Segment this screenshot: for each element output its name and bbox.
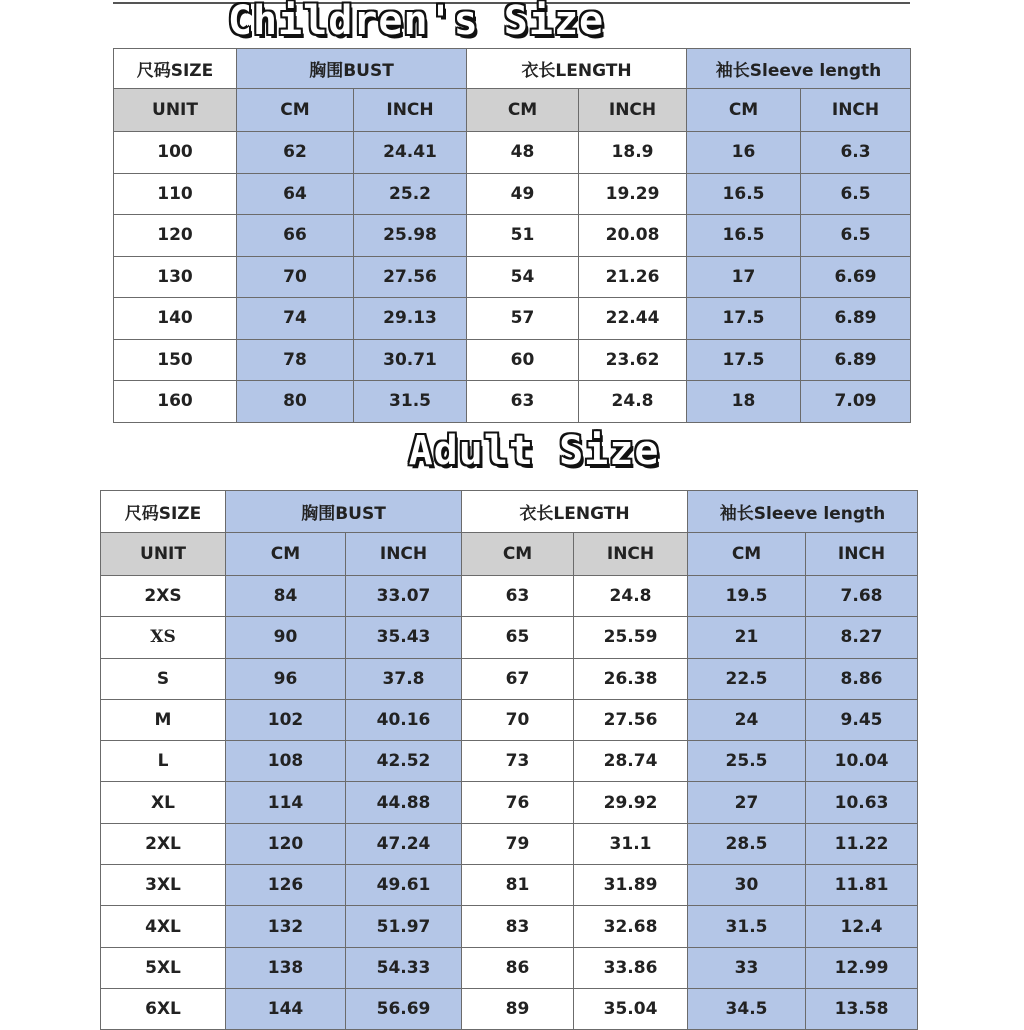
cell-sleeve-cm: 21 — [688, 617, 806, 658]
cell-length-cm: 49 — [467, 173, 579, 215]
cell-sleeve-inch: 6.69 — [801, 256, 911, 298]
cell-bust-inch: 51.97 — [346, 906, 462, 947]
cell-length-cm: 83 — [462, 906, 574, 947]
cell-length-cm: 65 — [462, 617, 574, 658]
table-row — [114, 339, 911, 381]
cell-length-cm: 51 — [467, 215, 579, 257]
cell-bust-inch: 49.61 — [346, 865, 462, 906]
cell-size: 2XL — [101, 823, 226, 864]
cell-bust-cm: 114 — [226, 782, 346, 823]
cell-length-cm: 67 — [462, 658, 574, 699]
cell-length-cm: 73 — [462, 741, 574, 782]
cell-sleeve-inch: 12.99 — [806, 947, 918, 988]
cell-bust-inch: 25.98 — [354, 215, 467, 257]
table-row — [114, 173, 911, 215]
cell-sleeve-inch: 6.89 — [801, 339, 911, 381]
table-row — [101, 699, 918, 740]
cell-length-inch: 29.92 — [574, 782, 688, 823]
cell-bust-cm: 138 — [226, 947, 346, 988]
cell-bust-inch: 44.88 — [346, 782, 462, 823]
cell-bust-cm: 74 — [237, 298, 354, 340]
unit-length-inch: INCH — [574, 533, 688, 576]
cell-size: 4XL — [101, 906, 226, 947]
cell-sleeve-cm: 18 — [687, 381, 801, 423]
cell-sleeve-cm: 17.5 — [687, 339, 801, 381]
cell-size: 5XL — [101, 947, 226, 988]
unit-sleeve-cm: CM — [687, 89, 801, 132]
cell-bust-cm: 78 — [237, 339, 354, 381]
table-row — [101, 906, 918, 947]
cell-sleeve-inch: 6.89 — [801, 298, 911, 340]
cell-size: S — [101, 658, 226, 699]
cell-sleeve-inch: 8.27 — [806, 617, 918, 658]
cell-sleeve-inch: 7.68 — [806, 576, 918, 617]
table-row — [114, 132, 911, 174]
adult-size-table — [100, 490, 918, 1030]
cell-sleeve-inch: 9.45 — [806, 699, 918, 740]
cell-size: 6XL — [101, 988, 226, 1029]
cell-length-inch: 23.62 — [579, 339, 687, 381]
cell-bust-inch: 56.69 — [346, 988, 462, 1029]
unit-size: UNIT — [114, 89, 237, 132]
cell-bust-inch: 30.71 — [354, 339, 467, 381]
cell-bust-inch: 40.16 — [346, 699, 462, 740]
cell-length-cm: 79 — [462, 823, 574, 864]
cell-length-inch: 22.44 — [579, 298, 687, 340]
cell-length-cm: 54 — [467, 256, 579, 298]
cell-size: M — [101, 699, 226, 740]
cell-sleeve-cm: 17.5 — [687, 298, 801, 340]
cell-length-inch: 24.8 — [579, 381, 687, 423]
cell-sleeve-inch: 8.86 — [806, 658, 918, 699]
table-row — [114, 256, 911, 298]
cell-sleeve-cm: 28.5 — [688, 823, 806, 864]
cell-sleeve-inch: 11.81 — [806, 865, 918, 906]
cell-size: 140 — [114, 298, 237, 340]
cell-size: 3XL — [101, 865, 226, 906]
cell-bust-inch: 33.07 — [346, 576, 462, 617]
header-sleeve: 袖长Sleeve length — [687, 49, 911, 89]
cell-size: 120 — [114, 215, 237, 257]
cell-length-cm: 89 — [462, 988, 574, 1029]
children-size-title: Children's Size — [227, 0, 605, 44]
table-row — [114, 215, 911, 257]
cell-sleeve-cm: 25.5 — [688, 741, 806, 782]
cell-sleeve-inch: 7.09 — [801, 381, 911, 423]
cell-length-inch: 26.38 — [574, 658, 688, 699]
cell-bust-cm: 96 — [226, 658, 346, 699]
unit-row — [101, 533, 918, 576]
cell-bust-inch: 25.2 — [354, 173, 467, 215]
cell-length-inch: 21.26 — [579, 256, 687, 298]
unit-sleeve-inch: INCH — [806, 533, 918, 576]
table-row — [101, 617, 918, 658]
cell-sleeve-cm: 24 — [688, 699, 806, 740]
table-row — [101, 865, 918, 906]
cell-sleeve-cm: 16.5 — [687, 173, 801, 215]
cell-sleeve-cm: 30 — [688, 865, 806, 906]
cell-length-cm: 86 — [462, 947, 574, 988]
unit-sleeve-cm: CM — [688, 533, 806, 576]
cell-sleeve-cm: 33 — [688, 947, 806, 988]
table-row — [101, 658, 918, 699]
cell-length-cm: 63 — [467, 381, 579, 423]
table-row — [114, 298, 911, 340]
unit-length-cm: CM — [462, 533, 574, 576]
cell-bust-cm: 66 — [237, 215, 354, 257]
unit-row — [114, 89, 911, 132]
cell-length-cm: 76 — [462, 782, 574, 823]
table-row — [101, 782, 918, 823]
header-bust: 胸围BUST — [226, 491, 462, 533]
cell-bust-inch: 54.33 — [346, 947, 462, 988]
adult-size-title: Adult Size — [408, 428, 660, 474]
cell-length-cm: 81 — [462, 865, 574, 906]
unit-length-inch: INCH — [579, 89, 687, 132]
table-row — [114, 381, 911, 423]
cell-length-inch: 20.08 — [579, 215, 687, 257]
cell-length-inch: 18.9 — [579, 132, 687, 174]
cell-sleeve-inch: 12.4 — [806, 906, 918, 947]
cell-sleeve-cm: 34.5 — [688, 988, 806, 1029]
cell-size: 160 — [114, 381, 237, 423]
cell-length-inch: 24.8 — [574, 576, 688, 617]
cell-bust-cm: 84 — [226, 576, 346, 617]
cell-sleeve-cm: 31.5 — [688, 906, 806, 947]
cell-size: L — [101, 741, 226, 782]
unit-bust-inch: INCH — [346, 533, 462, 576]
cell-sleeve-inch: 6.5 — [801, 173, 911, 215]
unit-bust-cm: CM — [237, 89, 354, 132]
cell-bust-cm: 132 — [226, 906, 346, 947]
header-sleeve: 袖长Sleeve length — [688, 491, 918, 533]
table-row — [101, 741, 918, 782]
cell-sleeve-inch: 6.3 — [801, 132, 911, 174]
unit-length-cm: CM — [467, 89, 579, 132]
cell-size: 2XS — [101, 576, 226, 617]
cell-length-cm: 60 — [467, 339, 579, 381]
cell-sleeve-inch: 10.63 — [806, 782, 918, 823]
header-length: 衣长LENGTH — [462, 491, 688, 533]
cell-sleeve-cm: 16.5 — [687, 215, 801, 257]
cell-length-inch: 19.29 — [579, 173, 687, 215]
cell-length-cm: 63 — [462, 576, 574, 617]
cell-bust-inch: 42.52 — [346, 741, 462, 782]
cell-sleeve-cm: 22.5 — [688, 658, 806, 699]
children-size-table — [113, 48, 911, 423]
unit-sleeve-inch: INCH — [801, 89, 911, 132]
cell-length-inch: 32.68 — [574, 906, 688, 947]
cell-bust-cm: 64 — [237, 173, 354, 215]
cell-size: 150 — [114, 339, 237, 381]
cell-length-inch: 27.56 — [574, 699, 688, 740]
table-row — [101, 823, 918, 864]
cell-sleeve-inch: 11.22 — [806, 823, 918, 864]
cell-length-inch: 31.1 — [574, 823, 688, 864]
header-bust: 胸围BUST — [237, 49, 467, 89]
unit-bust-cm: CM — [226, 533, 346, 576]
cell-bust-cm: 102 — [226, 699, 346, 740]
cell-bust-cm: 80 — [237, 381, 354, 423]
cell-size: 110 — [114, 173, 237, 215]
cell-sleeve-cm: 17 — [687, 256, 801, 298]
cell-bust-cm: 70 — [237, 256, 354, 298]
cell-size: 100 — [114, 132, 237, 174]
cell-bust-inch: 37.8 — [346, 658, 462, 699]
cell-size: XL — [101, 782, 226, 823]
cell-length-cm: 57 — [467, 298, 579, 340]
cell-bust-cm: 126 — [226, 865, 346, 906]
cell-size: 130 — [114, 256, 237, 298]
unit-bust-inch: INCH — [354, 89, 467, 132]
unit-size: UNIT — [101, 533, 226, 576]
cell-bust-inch: 29.13 — [354, 298, 467, 340]
cell-sleeve-inch: 10.04 — [806, 741, 918, 782]
cell-bust-cm: 108 — [226, 741, 346, 782]
cell-length-inch: 25.59 — [574, 617, 688, 658]
cell-sleeve-cm: 19.5 — [688, 576, 806, 617]
cell-length-inch: 33.86 — [574, 947, 688, 988]
cell-length-inch: 35.04 — [574, 988, 688, 1029]
header-length: 衣长LENGTH — [467, 49, 687, 89]
cell-bust-inch: 27.56 — [354, 256, 467, 298]
header-row — [114, 49, 911, 89]
cell-length-inch: 28.74 — [574, 741, 688, 782]
cell-bust-inch: 31.5 — [354, 381, 467, 423]
cell-sleeve-inch: 6.5 — [801, 215, 911, 257]
table-row — [101, 576, 918, 617]
cell-bust-cm: 62 — [237, 132, 354, 174]
cell-bust-cm: 90 — [226, 617, 346, 658]
header-row — [101, 491, 918, 533]
cell-sleeve-cm: 27 — [688, 782, 806, 823]
cell-bust-cm: 144 — [226, 988, 346, 1029]
cell-bust-inch: 35.43 — [346, 617, 462, 658]
cell-bust-inch: 47.24 — [346, 823, 462, 864]
cell-length-cm: 48 — [467, 132, 579, 174]
header-size: 尺码SIZE — [101, 491, 226, 533]
cell-sleeve-inch: 13.58 — [806, 988, 918, 1029]
cell-size: XS — [101, 617, 226, 658]
cell-length-cm: 70 — [462, 699, 574, 740]
table-row — [101, 947, 918, 988]
cell-length-inch: 31.89 — [574, 865, 688, 906]
cell-bust-inch: 24.41 — [354, 132, 467, 174]
cell-sleeve-cm: 16 — [687, 132, 801, 174]
header-size: 尺码SIZE — [114, 49, 237, 89]
cell-bust-cm: 120 — [226, 823, 346, 864]
